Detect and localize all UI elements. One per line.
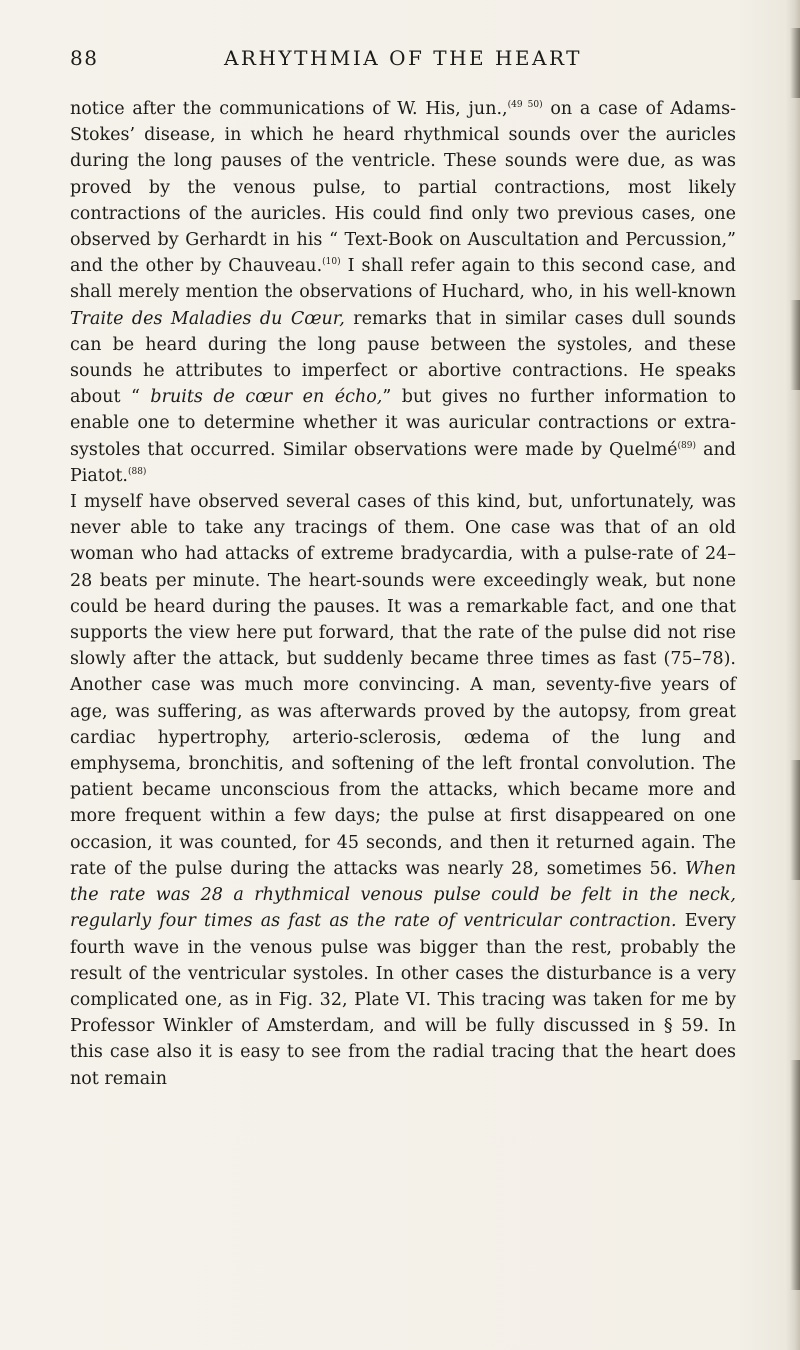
italic-observation: When the rate was 28 a rhythmical venous pulse could be felt in the neck, regularly four times as fast as the rate of ventricular contraction.	[70, 858, 736, 932]
reference-10: (10)	[322, 257, 341, 268]
page-number: 88	[70, 46, 99, 70]
paragraph-1-text-5: ” but gives no further information to enable one to determine whether it was auricular contractions or extra-systoles that occurred. Similar observations were made by Quelmé	[70, 387, 737, 460]
paragraph-2-text-2: Every fourth wave in the venous pulse was bigger than the rest, probably the result of the ventricular systoles. In other cases the disturbance is a very complicated one, as in Fig. 32, Plate VI. This tracing was taken for me by Professor Winkler of Amsterdam, and will be fully discussed in § 59. In this case also it is easy to see from the radial tracing that the heart does not remain	[70, 911, 736, 1089]
paragraph-2	[70, 489, 736, 1092]
body-text	[70, 96, 736, 1092]
paragraph-1-text-4: remarks that in similar cases dull sounds can be heard during the long pause between the systoles, and these sounds he attributes to imperfect or abortive contractions. He speaks about “	[70, 308, 736, 408]
page-edge-mark-middle	[790, 760, 800, 880]
reference-89: (89)	[677, 440, 696, 451]
page-edge-mark-lower	[790, 1060, 800, 1290]
page-header	[70, 46, 736, 76]
paragraph-1-text-2: on a case of Adams-Stokes’ disease, in which he heard rhythmical sounds over the auricles during the long pauses of the ventricle. These sounds were due, as was proved by the venous pulse, to partial contractions, most likely contractions of the auricles. His could find only two previous cases, one observed by Gerhardt in his “ Text-Book on Auscultation and Percussion,” and the other by Chauveau.	[70, 99, 737, 277]
paragraph-2-text-1: I myself have observed several cases of this kind, but, unfortunately, was never able to take any tracings of them. One case was that of an old woman who had attacks of extreme bradycardia, with a pulse-rate of 24–28 beats per minute. The heart-sounds were exceedingly weak, but none could be heard during the pauses. It was a remarkable fact, and one that supports the view here put forward, that the rate of the pulse did not rise slowly after the attack, but suddenly became three times as fast (75–78). Another case was much more convincing. A man, seventy-five years of age, was suffering, as was afterwards proved by the autopsy, from great cardiac hypertrophy, arterio-sclerosis, œdema of the lung and emphysema, bronchitis, and softening of the left frontal convolution. The patient became unconscious from the attacks, which became more and more frequent within a few days; the pulse at first disappeared on one occasion, it was counted, for 45 seconds, and then it returned again. The rate of the pulse during the attacks was nearly 28, sometimes 56.	[70, 492, 736, 879]
paragraph-1	[70, 96, 736, 489]
page-edge-mark-top	[790, 28, 800, 98]
running-title: ARHYTHMIA OF THE HEART	[223, 46, 582, 70]
paragraph-1-text-3: I shall refer again to this second case, and shall merely mention the observations of Huchard, who, in his well-known	[70, 256, 737, 303]
paragraph-1-text-1: notice after the communications of W. His, jun.,	[70, 99, 508, 119]
book-title-traite: Traite des Maladies du Cœur,	[70, 308, 345, 329]
page-edge-mark-upper	[790, 300, 800, 390]
paragraph-1-text-6: and Piatot.	[70, 439, 736, 486]
reference-49-50: (49 50)	[507, 100, 543, 110]
phrase-bruits-de-coeur: bruits de cœur en écho,	[150, 387, 383, 408]
reference-88: (88)	[127, 466, 147, 477]
